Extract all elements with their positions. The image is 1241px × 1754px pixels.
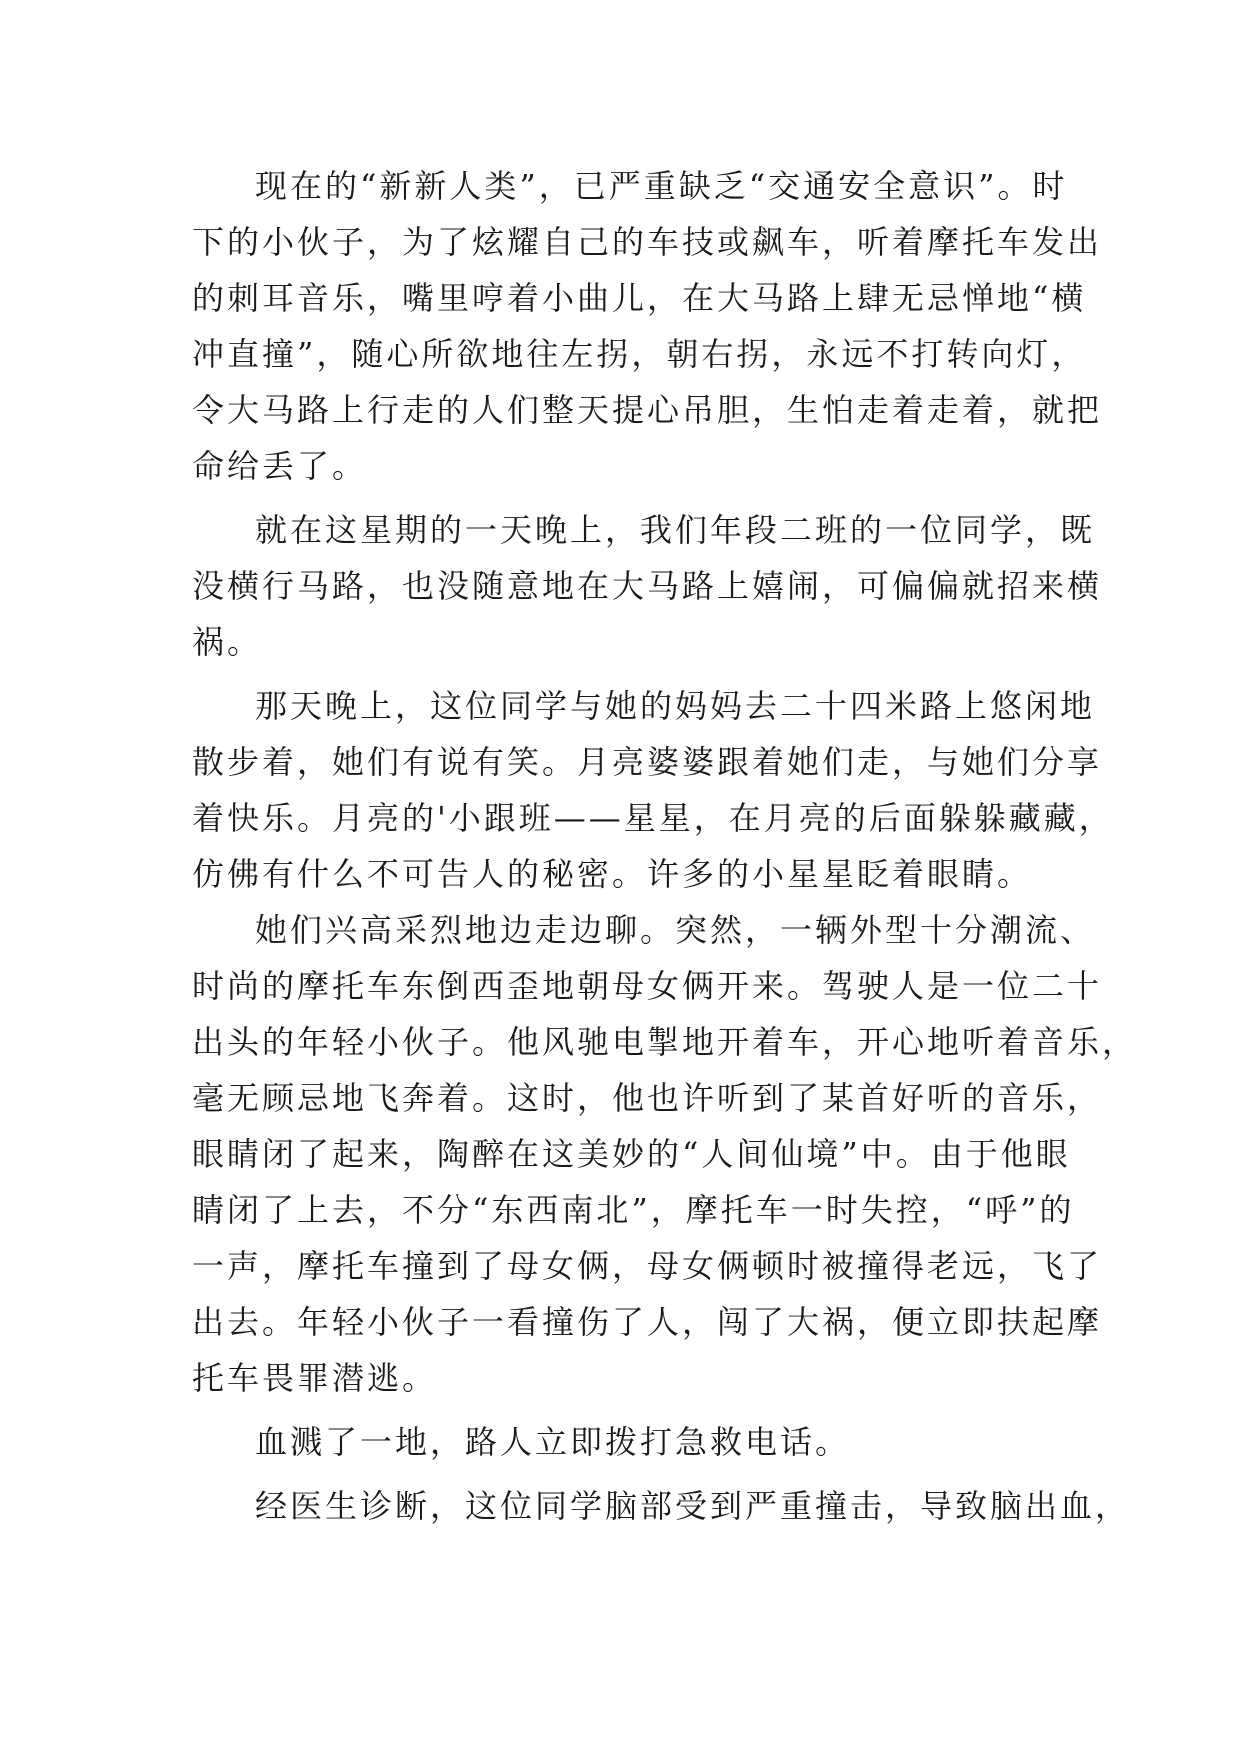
paragraph-1 <box>192 158 1103 494</box>
paragraph-2 <box>192 502 1103 670</box>
text-line: 一声，摩托车撞到了母女俩，母女俩顿时被撞得老远，飞了 <box>192 1247 1103 1285</box>
paragraph-spacer <box>192 1470 1052 1478</box>
paragraph-4 <box>192 902 1138 1406</box>
text-line: 毫无顾忌地飞奔着。这时，他也许听到了某首好听的音乐， <box>192 1079 1103 1117</box>
text-line: 就在这星期的一天晚上，我们年段二班的一位同学，既 <box>255 511 1096 549</box>
text-line: 出去。年轻小伙子一看撞伤了人，闯了大祸，便立即扶起摩 <box>192 1303 1103 1341</box>
article-body <box>192 158 1138 1534</box>
text-line: 睛闭了上去，不分“东西南北”，摩托车一时失控，“呼”的 <box>192 1191 1075 1229</box>
text-line: 命给丢了。 <box>192 447 368 485</box>
text-line: 冲直撞”，随心所欲地往左拐，朝右拐，永远不打转向灯， <box>192 335 1087 373</box>
text-line: 时尚的摩托车东倒西歪地朝母女俩开来。驾驶人是一位二十 <box>192 967 1103 1005</box>
paragraph-spacer <box>192 1406 1052 1414</box>
text-line: 眼睛闭了起来，陶醉在这美妙的“人间仙境”中。由于他眼 <box>192 1135 1071 1173</box>
text-line: 她们兴高采烈地边走边聊。突然，一辆外型十分潮流、 <box>255 911 1096 949</box>
text-line: 经医生诊断，这位同学脑部受到严重撞击，导致脑出血， <box>255 1487 1131 1525</box>
text-line: 祸。 <box>192 623 263 661</box>
text-line: 令大马路上行走的人们整天提心吊胆，生怕走着走着，就把 <box>192 391 1103 429</box>
text-line: 散步着，她们有说有笑。月亮婆婆跟着她们走，与她们分享 <box>192 743 1103 781</box>
text-line: 下的小伙子，为了炫耀自己的车技或飙车，听着摩托车发出 <box>192 223 1103 261</box>
text-line: 没横行马路，也没随意地在大马路上嬉闹，可偏偏就招来横 <box>192 567 1103 605</box>
text-line: 仿佛有什么不可告人的秘密。许多的小星星眨着眼睛。 <box>192 855 1033 893</box>
text-line: 那天晚上，这位同学与她的妈妈去二十四米路上悠闲地 <box>255 687 1096 725</box>
paragraph-6 <box>192 1478 1131 1534</box>
text-line: 的刺耳音乐，嘴里哼着小曲儿，在大马路上肆无忌惮地“横 <box>192 279 1087 317</box>
text-line: 现在的“新新人类”，已严重缺乏“交通安全意识”。时 <box>255 167 1068 205</box>
paragraph-3 <box>192 678 1114 902</box>
paragraph-spacer <box>192 494 1052 502</box>
text-line: 出头的年轻小伙子。他风驰电掣地开着车，开心地听着音乐， <box>192 1023 1138 1061</box>
paragraph-5 <box>192 1414 1052 1470</box>
text-line: 托车畏罪潜逃。 <box>192 1359 438 1397</box>
paragraph-spacer <box>192 670 1052 678</box>
text-line: 着快乐。月亮的'小跟班——星星，在月亮的后面躲躲藏藏， <box>192 799 1114 837</box>
text-line: 血溅了一地，路人立即拨打急救电话。 <box>255 1423 851 1461</box>
